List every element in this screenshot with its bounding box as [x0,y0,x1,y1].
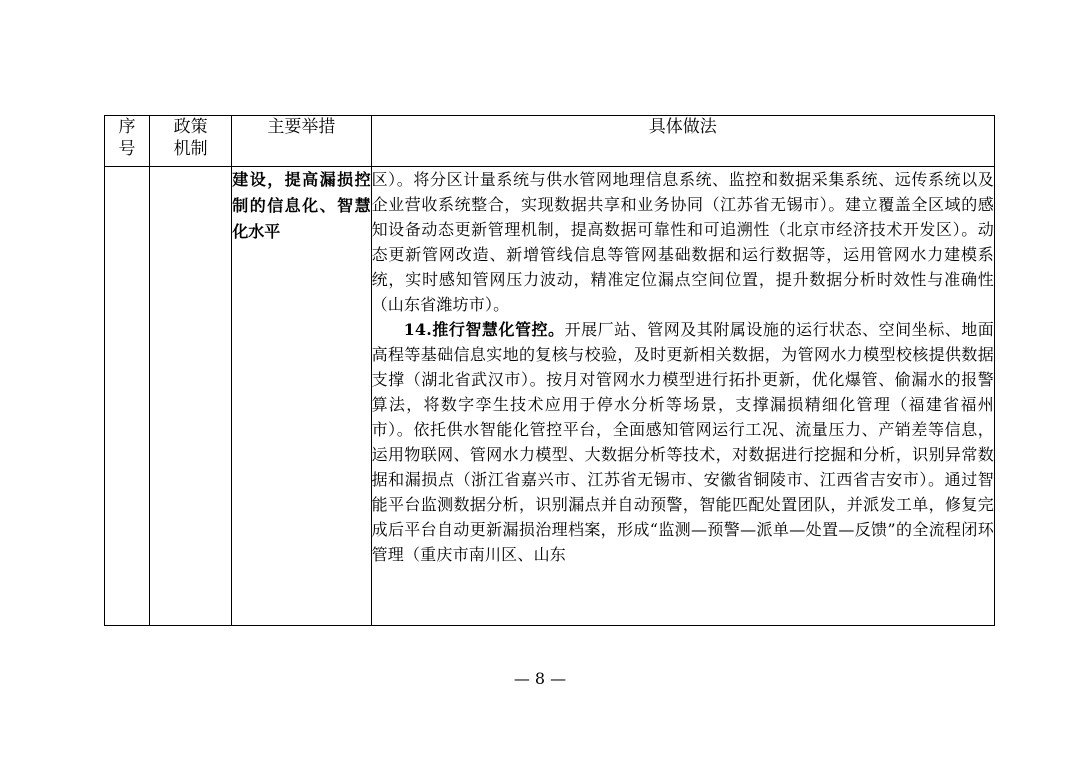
table-row [105,167,995,626]
cell-main-measure: 建设，提高漏损控制的信息化、智慧化水平 [232,167,371,626]
cell-specific-practice [371,167,994,626]
cell-seq [105,167,150,626]
practice-item-body: 开展厂站、管网及其附属设施的运行状态、空间坐标、地面高程等基础信息实地的复核与校验，及时更新相关数据，为管网水力模型校核提供数据支撑（湖北省武汉市）。按月对管网水力模型进行拓扑更新，优化爆管、偷漏水的报警算法，将数字孪生技术应用于停水分析等场景，支撑漏损精细化管理（福建省福州市）。依托供水智能化管控平台，全面感知管网运行工况、流量压力、产销差等信息，运用物联网、管网水力模型、大数据分析等技术，对数据进行挖掘和分析，识别异常数据和漏损点（浙江省嘉兴市、江苏省无锡市、安徽省铜陵市、江西省吉安市）。通过智能平台监测数据分析，识别漏点并自动预警，智能匹配处置团队，并派发工单，修复完成后平台自动更新漏损治理档案，形成“监测—预警—派单—处置—反馈”的全流程闭环管理（重庆市南川区、山东 [371,320,994,564]
policy-table [104,115,995,626]
header-mechanism: 政策机制 [150,116,232,167]
header-main-measures: 主要举措 [232,116,371,167]
cell-mechanism [150,167,232,626]
practice-paragraph-1: 区）。将分区计量系统与供水管网地理信息系统、监控和数据采集系统、远传系统以及企业营收系统整合，实现数据共享和业务协同（江苏省无锡市）。建立覆盖全区域的感知设备动态更新管理机制，提高数据可靠性和可追溯性（北京市经济技术开发区）。动态更新管网改造、新增管线信息等管网基础数据和运行数据等，运用管网水力建模系统，实时感知管网压力波动，精准定位漏点空间位置，提升数据分析时效性与准确性（山东省潍坊市）。 [371,170,994,314]
practice-item-title: 14.推行智慧化管控。 [403,320,565,339]
page-number: — 8 — [513,669,567,688]
practice-paragraph-2 [372,317,994,567]
header-specific-practice: 具体做法 [371,116,994,167]
header-seq: 序号 [105,116,150,167]
header-row [105,116,995,167]
